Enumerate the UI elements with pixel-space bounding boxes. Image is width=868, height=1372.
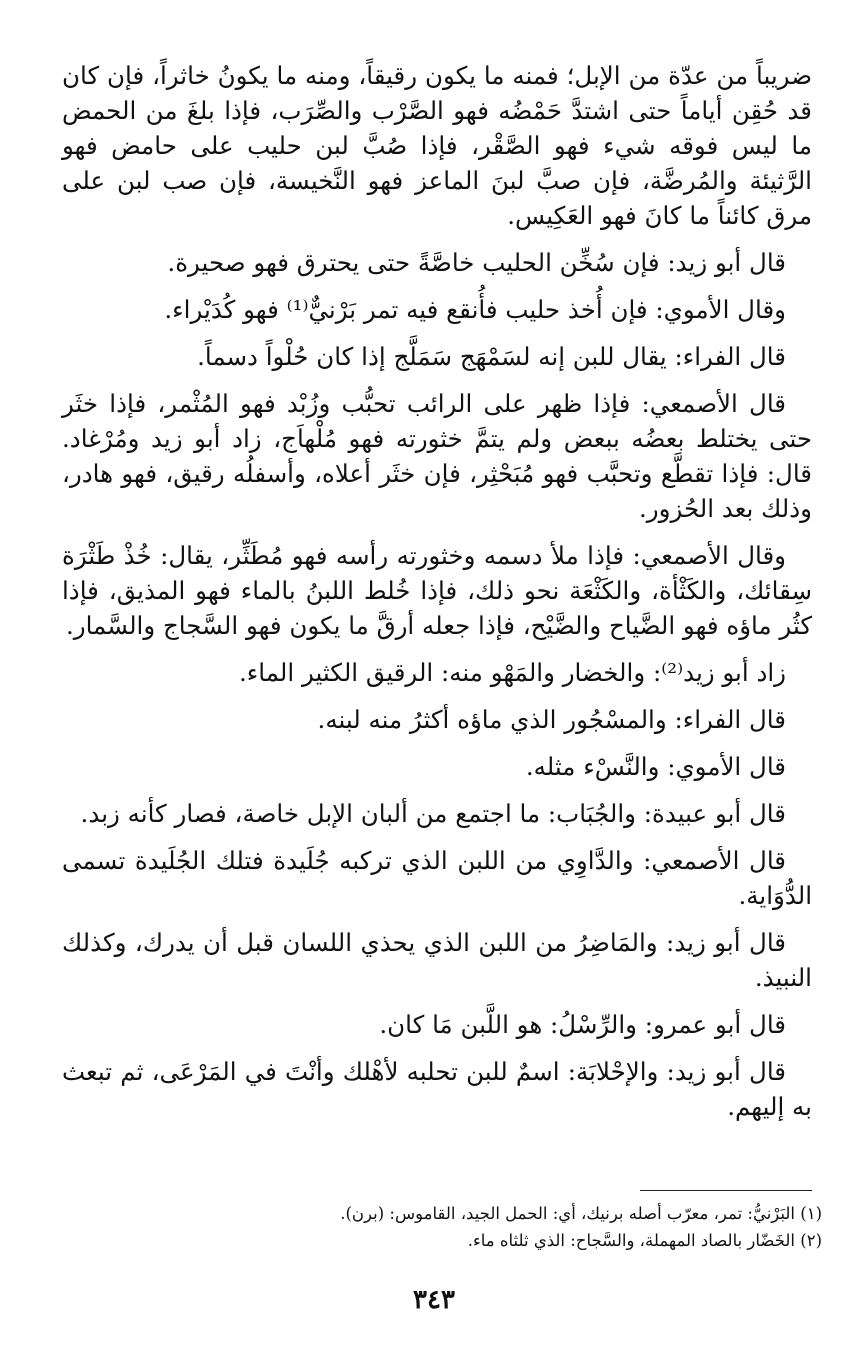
page-number: ٣٤٣ xyxy=(413,1285,455,1315)
paragraph-7: زاد أبو زيد⁽²⁾: والخضار والمَهْو منه: الرقيق الكثير الماء. xyxy=(239,658,786,687)
paragraph-1: ضريباً من عدّة من الإبل؛ فمنه ما يكون رقيقاً، ومنه ما يكونُ خاثراً، فإن كان قد حُقِن أياماً حتى اشتدَّ حَمْضُه فهو الصَّرْب والصِّرَب، فإذا بلغَ من الحمض ما ليس فوقه شيء فهو الصَّقْر، فإذا صُبَّ لبن حليب على حامض فهو الرَّثيئة والمُرضَّة، فإن صبَّ لبنَ الماعز فهو النَّخيسة، فإن صب لبن على مرق كائناً ما كانَ فهو العَكِيس. xyxy=(62,61,812,230)
paragraph-4: قال الفراء: يقال للبن إنه لسَمْهَج سَمَلَّج إذا كان حُلْواً دسماً. xyxy=(197,342,786,371)
paragraph-5: قال الأصمعي: فإذا ظهر على الرائب تحبُّب وزُبْد فهو المُثْمر، فإذا خثَر حتى يختلط بعضُه ببعض ولم يتمَّ خثورته فهو مُلْهاَج، زاد أبو زيد ومُرْغاد. قال: فإذا تقطَّع وتحبَّب فهو مُبَحْثِر، فإن خثَر أعلاه، وأسفلُه رقيق، فهو هادر، وذلك بعد الحُزور. xyxy=(62,389,812,523)
paragraph-14: قال أبو زيد: والإحْلابَة: اسمٌ للبن تحلبه لأهْلك وأنْتَ في المَرْعَى، ثم تبعث به إليهم. xyxy=(62,1057,812,1121)
paragraph-12: قال أبو زيد: والمَاضِرُ من اللبن الذي يحذي اللسان قبل أن يدرك، وكذلك النبيذ. xyxy=(62,928,812,992)
paragraph-9: قال الأموي: والنَّسْء مثله. xyxy=(525,752,786,781)
paragraph-8: قال الفراء: والمسْجُور الذي ماؤه أكثرُ منه لبنه. xyxy=(317,705,786,734)
paragraph-2: قال أبو زيد: فإن سُخِّن الحليب خاصَّةً حتى يحترق فهو صحيرة. xyxy=(167,248,786,277)
paragraph-13: قال أبو عمرو: والرِّسْلُ: هو اللَّبن مَا كان. xyxy=(379,1010,786,1039)
footnote-divider xyxy=(640,1190,812,1191)
paragraph-6: وقال الأصمعي: فإذا ملأ دسمه وخثورته رأسه فهو مُطَثِّر، يقال: خُذْ طَثْرَة سِقائك، والكَثْأة، والكَثْعَة نحو ذلك، فإذا خُلط اللبنُ بالماء فهو المذيق، فإذا كثُر ماؤه فهو الضَّياح والضَّيْح، فإذا جعله أرقَّ ما يكون فهو السَّجاج والسَّمار. xyxy=(62,541,812,640)
paragraph-10: قال أبو عبيدة: والجُبَاب: ما اجتمع من ألبان الإبل خاصة، فصار كأنه زبد. xyxy=(80,799,786,828)
body-text xyxy=(62,58,812,1136)
footnotes xyxy=(62,1200,822,1254)
paragraph-11: قال الأصمعي: والدَّاوِي من اللبن الذي تركبه جُلَيدة فتلك الجُلَيدة تسمى الدُّوَاية. xyxy=(62,846,812,910)
paragraph-3: وقال الأموي: فإن أُخذ حليب فأُنقع فيه تمر بَرْنيٌّ⁽¹⁾ فهو كُدَيْراء. xyxy=(164,295,786,324)
footnote-1: (١) البَرْنيُّ: تمر، معرّب أصله برنيك، أي: الحمل الجيد، القاموس: (برن). xyxy=(340,1204,822,1223)
footnote-2: (٢) الخَضّار بالصاد المهملة، والسَّجاح: الذي ثلثاه ماء. xyxy=(467,1231,822,1250)
